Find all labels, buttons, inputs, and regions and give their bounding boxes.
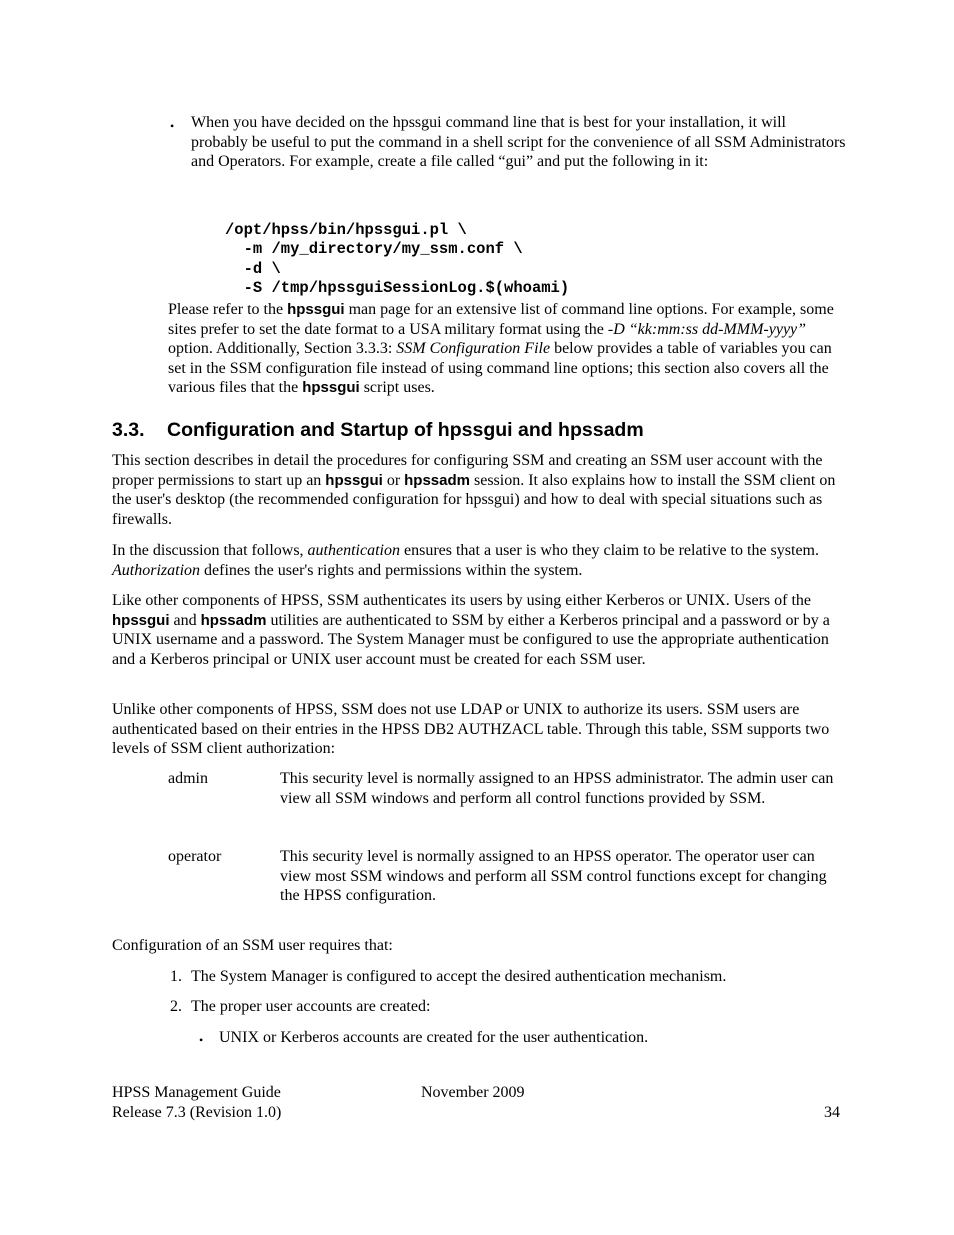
footer-guide-title: HPSS Management Guide xyxy=(112,1084,281,1101)
bullet-icon: • xyxy=(199,1033,204,1047)
command-name: hpssgui xyxy=(325,471,383,489)
code-line: -m /my_directory/my_ssm.conf \ xyxy=(225,240,523,259)
text: defines the user's rights and permissions within the system. xyxy=(200,561,583,579)
term: Authorization xyxy=(112,561,201,579)
text: This section describes in detail the procedures for configuring SSM and creating an SSM user account with the proper permissions to start up an xyxy=(112,452,823,489)
text: Like other components of HPSS, SSM authenticates its users by using either Kerberos or UNIX. Users of the xyxy=(112,592,811,609)
code-line: -d \ xyxy=(225,259,281,278)
page-number: 34 xyxy=(824,1104,840,1121)
text: script uses. xyxy=(359,379,435,397)
section-heading xyxy=(112,418,644,442)
text: ensures that a user is who they claim to be relative to the system. xyxy=(399,542,819,559)
level-term: admin xyxy=(168,770,208,787)
bullet-icon: • xyxy=(170,119,175,133)
section-number: 3.3. xyxy=(112,419,145,441)
text: and xyxy=(169,611,201,629)
section-reference: SSM Configuration File xyxy=(396,340,551,358)
text: or xyxy=(382,471,405,489)
authentication-paragraph xyxy=(112,591,842,669)
section-title: Configuration and Startup of hpssgui and hpssadm xyxy=(167,419,644,441)
text: In the discussion that follows, xyxy=(112,542,308,559)
intro-paragraph xyxy=(112,451,836,529)
list-item: The System Manager is configured to accept the desired authentication mechanism. xyxy=(191,968,727,985)
text: below provides a table of variables you can set in the SSM configuration file instead of using command line options; this section also covers all the various files that the xyxy=(168,340,832,397)
definition-paragraph xyxy=(112,541,836,580)
code-line: -S /tmp/hpssguiSessionLog.$(whoami) xyxy=(225,279,570,298)
list-item: The proper user accounts are created: xyxy=(191,998,431,1015)
command-name: hpssgui xyxy=(302,379,360,397)
config-paragraph: Configuration of an SSM user requires that: xyxy=(112,937,393,954)
text: man page for an extensive list of command line options. For example, some sites prefer to set the date format to a USA military format using the xyxy=(168,301,834,338)
option-text: -D “kk:mm:ss dd-MMM-yyyy” xyxy=(607,320,807,338)
refer-paragraph xyxy=(168,300,840,398)
list-number: 1. xyxy=(170,968,182,985)
footer-release: Release 7.3 (Revision 1.0) xyxy=(112,1104,282,1121)
command-name: hpssadm xyxy=(200,611,267,629)
list-number: 2. xyxy=(170,998,182,1015)
level-description: This security level is normally assigned to an HPSS administrator. The admin user can view all SSM windows and perform all control functions provided by SSM. xyxy=(280,770,834,807)
command-name: hpssgui xyxy=(112,611,170,629)
text: Please refer to the xyxy=(168,301,288,318)
command-name: hpssgui xyxy=(287,301,345,318)
code-line: /opt/hpss/bin/hpssgui.pl \ xyxy=(225,220,467,239)
text: session. It also explains how to install the SSM client on the user's desktop (the recommended configuration for hpssgui) and how to deal with special situations such as firewalls. xyxy=(112,471,836,528)
text: option. Additionally, Section 3.3.3: xyxy=(168,340,397,358)
level-description: This security level is normally assigned to an HPSS operator. The operator user can view most SSM windows and perform all SSM control functions except for changing the HPSS configuration. xyxy=(280,848,827,905)
footer-date: November 2009 xyxy=(421,1084,525,1101)
level-term: operator xyxy=(168,848,222,865)
command-name: hpssadm xyxy=(404,471,470,489)
term: authentication xyxy=(307,542,400,559)
bullet-paragraph: When you have decided on the hpssgui command line that is best for your installation, it will probably be useful to put the command in a shell script for the convenience of all SSM Administrators and Operators. For example, create a file called “gui” and put the following in it: xyxy=(191,114,846,171)
sub-bullet-item: UNIX or Kerberos accounts are created for the user authentication. xyxy=(219,1029,649,1046)
text: utilities are authenticated to SSM by either a Kerberos principal and a password or by a UNIX username and a password. The System Manager must be configured to use the appropriate authentication and a Kerberos principal or UNIX user account must be created for each SSM user. xyxy=(112,611,830,668)
authorization-paragraph: Unlike other components of HPSS, SSM does not use LDAP or UNIX to authorize its users. SSM users are authenticated based on their entries in the HPSS DB2 AUTHZACL table. Through this table, SSM supports two levels of SSM client authorization: xyxy=(112,701,830,758)
